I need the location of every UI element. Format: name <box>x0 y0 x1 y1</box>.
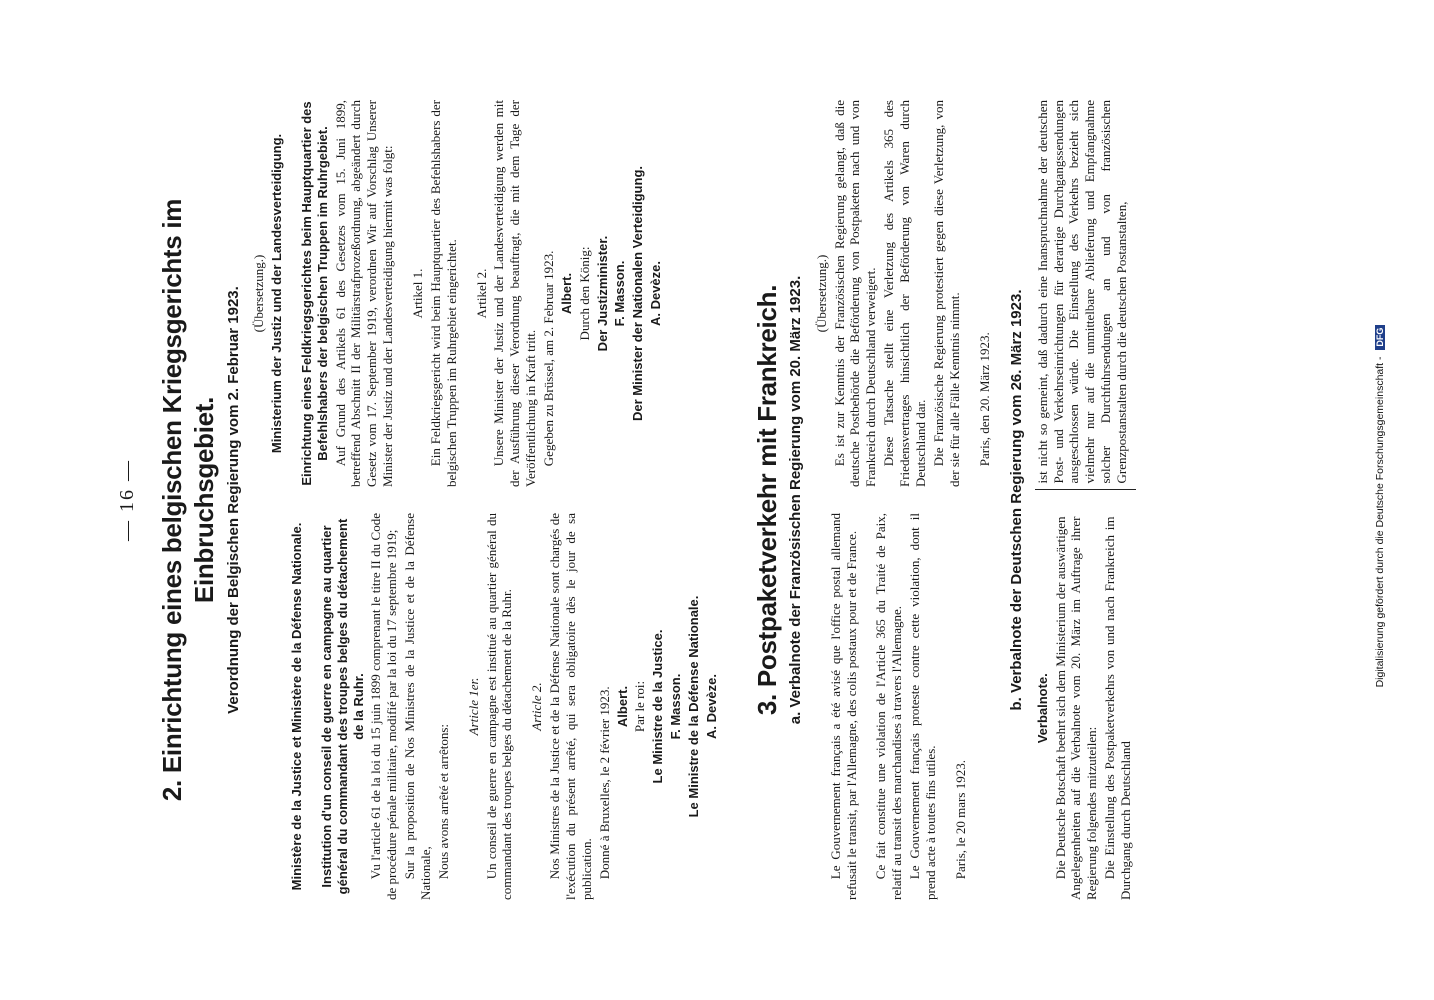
rotated-page <box>67 60 1367 940</box>
digitization-text: Digitalisierung gefördert durch die Deutsche Forschungsgemeinschaft - <box>1374 356 1386 688</box>
s3-de-para2: Diese Tatsache stellt eine Verletzung des Artikels 365 des Friedensvertrages hinsichtlich der Beförderung von Waren durch Deutschland dar. <box>881 100 928 487</box>
section2-french-column <box>251 513 722 900</box>
de-given: Gegeben zu Brüssel, am 2. Februar 1923. <box>541 250 557 467</box>
fr-article1-heading: Article 1er. <box>465 677 481 736</box>
fr-masson: F. Masson. <box>668 673 684 740</box>
s3-de-translation-note: (Übersetzung.) <box>813 254 829 333</box>
s3-de-para1: Es ist zur Kenntnis der Französischen Regierung gelangt, daß die deutsche Postbehörde die Beförderung von Postpaketen nach und von Frankreich durch Deutschland verweigert. <box>831 100 879 487</box>
de-para1: Auf Grund des Artikels 61 des Gesetzes vom 15. Juni 1899, betreffend Abschnitt II der Militärstrafprozeßordnung, abgeändert durch Gesetz vom 17. September 1919, verordnen Wir auf Vorschlag Unserer Minister der Justiz und der Landesverteidigung hiermit was folgt: <box>332 100 396 487</box>
fr-article2: Nos Ministres de la Justice et de la Défense Nationale sont chargés de l'exécution du présent arrêté, qui sera obligatoire dès le jour de sa publication. <box>547 513 594 900</box>
fr-para3: Nous avons arrêté et arrêtons: <box>435 723 451 880</box>
section3a-german-column <box>814 100 995 487</box>
s3-de-para3: Die Französische Regierung protestiert gegen diese Verletzung, von der sie für alle Fälle Kenntnis nimmt. <box>930 100 962 487</box>
de-article2: Unsere Minister der Justiz und der Landesverteidigung werden mit der Ausführung dieser Verordnung beauftragt, die mit dem Tage der Veröffentlichung in Kraft tritt. <box>491 100 539 487</box>
verbalnote-heading: Verbalnote. <box>1034 673 1050 744</box>
verbalnote-para2: Die Einstellung des Postpaketverkehrs von und nach Frankreich im Durchgang durch Deutschland <box>1102 516 1133 900</box>
s3-fr-para1: Le Gouvernement français a été avisé que l'office postal allemand refusait le transit, par l'Allemagne, des colis postaux pour et de France. <box>827 513 859 900</box>
fr-minister-defense: Le Ministre de la Défense Nationale. <box>686 595 702 818</box>
fr-para1: Vu l'article 61 de la loi du 15 juin 1899 comprenant le titre II du Code de procédure pénale militaire, modifié par la loi du 17 septembre 1919; <box>368 513 400 900</box>
de-translation-note: (Übersetzung.) <box>251 254 267 333</box>
fr-para2: Sur la proposition de Nos Ministres de la Justice et de la Défense Nationale, <box>402 513 433 900</box>
section3b-left-column <box>1035 517 1136 901</box>
de-article1: Ein Feldkriegsgericht wird beim Hauptquartier des Befehlshabers der belgischen Truppen im Ruhrgebiet eingerichtet. <box>427 100 459 487</box>
de-article2-heading: Artikel 2. <box>473 268 489 319</box>
section3-sub-b: b. Verbalnote der Deutschen Regierung vom 26. März 1923. <box>1008 289 1026 711</box>
fr-minister-justice: Le Ministre de la Justice. <box>650 629 666 784</box>
section2-title: 2. Einrichtung eines belgischen Kriegsgerichts im Einbruchsgebiet. <box>157 198 220 802</box>
de-deveze: A. Devèze. <box>648 260 664 327</box>
section2-german-column <box>251 100 722 487</box>
s3-fr-para3: Le Gouvernement français proteste contre cette violation, dont il prend acte à toutes fins utiles. <box>907 513 939 900</box>
fr-by-king: Par le roi: <box>632 680 648 733</box>
section2-subtitle: Verordnung der Belgischen Regierung vom 2. Februar 1923. <box>224 286 242 714</box>
section3-title: 3. Postpaketverkehr mit Frankreich. <box>751 284 782 716</box>
page-number: — 16 — <box>116 459 138 541</box>
de-minister-defense: Der Minister der Nationalen Verteidigung. <box>630 166 646 421</box>
dfg-logo: DFG <box>1375 325 1385 350</box>
fr-article2-heading: Article 2. <box>529 682 545 731</box>
de-institution: Einrichtung eines Feldkriegsgerichtes beim Hauptquartier des Befehlshabers der belgischen Truppen im Ruhrgebiet. <box>298 101 330 486</box>
fr-article1: Un conseil de guerre en campagne est institué au quartier général du commandant des troupes belges du détachement de la Ruhr. <box>483 513 515 900</box>
fr-institution: Institution d'un conseil de guerre en campagne au quartier général du commandant des troupes belges du détachement de la Ruhr. <box>318 518 366 895</box>
verbalnote-continuation: ist nicht so gemeint, daß dadurch eine Inanspruchnahme der deutschen Post- und Verkehrseinrichtungen für derartige Durchgangssendungen ausgeschlossen würde. Die Einstellung des Verkehrs bezieht sich vielmehr nur auf die unmittelbare Ablieferung und Empfangnahme solcher Durchfuhrsendungen an und von französischen Grenzpostanstalten durch die deutschen Postanstalten, <box>1034 100 1129 484</box>
fr-ministry: Ministère de la Justice et Ministère de la Défense Nationale. <box>288 522 304 891</box>
section3a-french-column <box>814 513 995 900</box>
fr-deveze: A. Devèze. <box>703 673 719 740</box>
de-article1-heading: Artikel 1. <box>410 268 425 319</box>
section3-sub-a: a. Verbalnote der Französischen Regierung vom 20. März 1923. <box>787 275 805 725</box>
section3b-columns <box>1035 100 1136 900</box>
fr-king: Albert. <box>614 685 630 728</box>
digitization-credit <box>1374 126 1386 886</box>
section2-columns <box>251 100 722 900</box>
s3-de-date: Paris, den 20. März 1923. <box>976 332 992 467</box>
s3-fr-date: Paris, le 20 mars 1923. <box>952 760 968 880</box>
section3b-right-column <box>1035 100 1136 491</box>
de-by-king: Durch den König: <box>576 246 592 341</box>
section3a-columns <box>814 100 995 900</box>
de-minister-justice: Der Justizminister. <box>594 235 610 352</box>
fr-given: Donné à Bruxelles, le 2 février 1923. <box>596 686 612 880</box>
de-king: Albert. <box>558 272 574 315</box>
s3-fr-para2: Ce fait constitue une violation de l'Article 365 du Traité de Paix, relatif au transit des marchandises à travers l'Allemagne. <box>873 513 905 900</box>
verbalnote-para1: Die Deutsche Botschaft beehrt sich dem Ministerium der auswärtigen Angelegenheiten auf die Verbalnote vom 20. März im Auftrage ihrer Regierung folgendes mitzuteilen: <box>1052 516 1100 900</box>
de-ministry: Ministerium der Justiz und der Landesverteidigung. <box>268 133 284 454</box>
de-masson: F. Masson. <box>612 260 628 327</box>
